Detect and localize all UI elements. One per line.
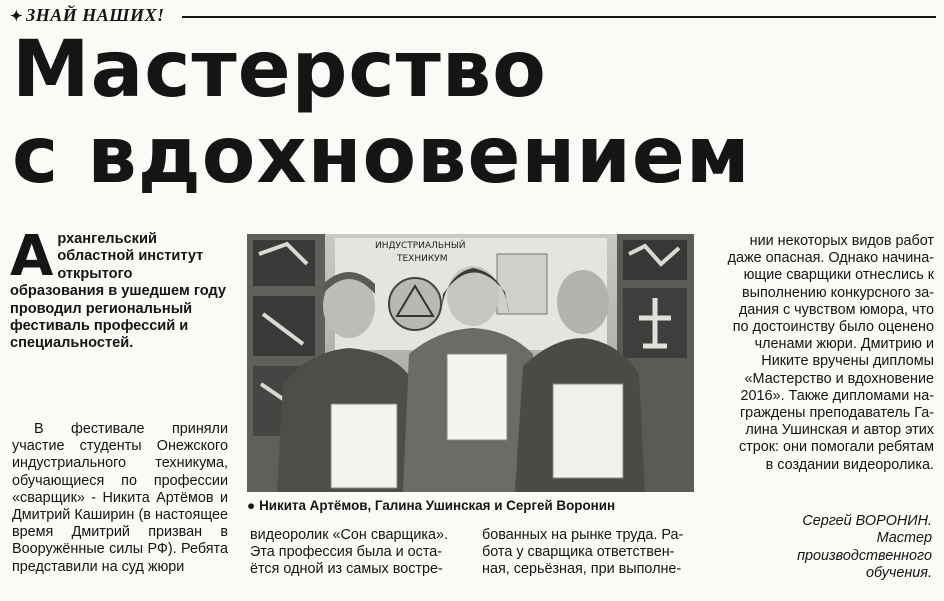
article-photo (247, 234, 694, 492)
drop-cap: А (10, 224, 54, 289)
author-role: производственного (797, 547, 932, 564)
text-line: «Мастерство и вдохновение (744, 370, 934, 387)
text-line: видеоролик «Сон сварщика». (250, 527, 449, 543)
photo-sign-line-2: ТЕХНИКУМ (397, 254, 448, 264)
text-line: ётся одной из самых востре- (250, 561, 443, 578)
rubric-star-icon: ✦ (10, 9, 24, 25)
body-column-2 (250, 527, 468, 579)
caption-text: Никита Артёмов, Галина Ушинская и Сергей Воронин (259, 498, 616, 513)
text-line: дания с чувством юмора, что (738, 301, 934, 318)
author-name: Сергей ВОРОНИН. (802, 513, 932, 529)
text-line: бованных на рынке труда. Ра- (482, 527, 684, 543)
text-line: строк: они помогали ребятам (738, 439, 934, 456)
text-line: Эта профессия была и оста- (250, 544, 443, 561)
bullet-icon: ● (247, 498, 256, 513)
text-line: выполнению конкурсного за- (742, 284, 934, 301)
body-column-3 (482, 527, 696, 579)
text-line: ющие сварщики отнеслись к (743, 267, 934, 284)
text-line: лина Ушинская и автор этих (745, 422, 934, 439)
photo-sign-line-1: ИНДУСТРИАЛЬНЫЙ (375, 241, 466, 251)
text-line: бота у сварщика ответствен- (482, 544, 675, 561)
body-column-4 (716, 233, 934, 474)
rubric (10, 5, 165, 26)
author-role: Мастер (876, 530, 932, 547)
text-line: в создании видеоролика. (765, 456, 934, 473)
headline-line-1: Мастерство (12, 25, 547, 115)
photo-caption (247, 498, 697, 513)
rubric-rule (182, 16, 936, 18)
lead-paragraph (10, 224, 227, 353)
text-line: ная, серьёзная, при выполне- (482, 561, 682, 578)
text-line: 2016». Также дипломами на- (740, 387, 934, 404)
text-line: по достоинству было оценено (732, 319, 934, 336)
author-signature (732, 513, 932, 583)
rubric-label: ЗНАЙ НАШИХ! (26, 5, 165, 25)
lead-text: рхангельский областной институт открытого образования в ушедшем году проводил региональный фестиваль профессий и специальностей. (10, 231, 226, 352)
text-line: даже опасная. Однако начина- (727, 250, 934, 267)
headline-line-2: с вдохновением (12, 111, 751, 201)
text-line: граждены преподаватель Га- (739, 405, 934, 422)
text-line: Никите вручены дипломы (761, 353, 934, 370)
body-paragraph: В фестивале приняли участие студенты Онежского индустриального техникума, обучающиеся по профессии «сварщик» - Никита Артёмов и Дмитрий Каширин (в настоящее время Дмитрий призван в Вооружённые силы РФ). Ребята представили на суд жюри (12, 421, 228, 575)
body-column-1 (12, 421, 228, 576)
text-line: членами жюри. Дмитрию и (754, 336, 934, 353)
photo-illustration (247, 234, 694, 492)
author-role: обучения. (865, 565, 932, 582)
text-line: нии некоторых видов работ (749, 233, 934, 249)
